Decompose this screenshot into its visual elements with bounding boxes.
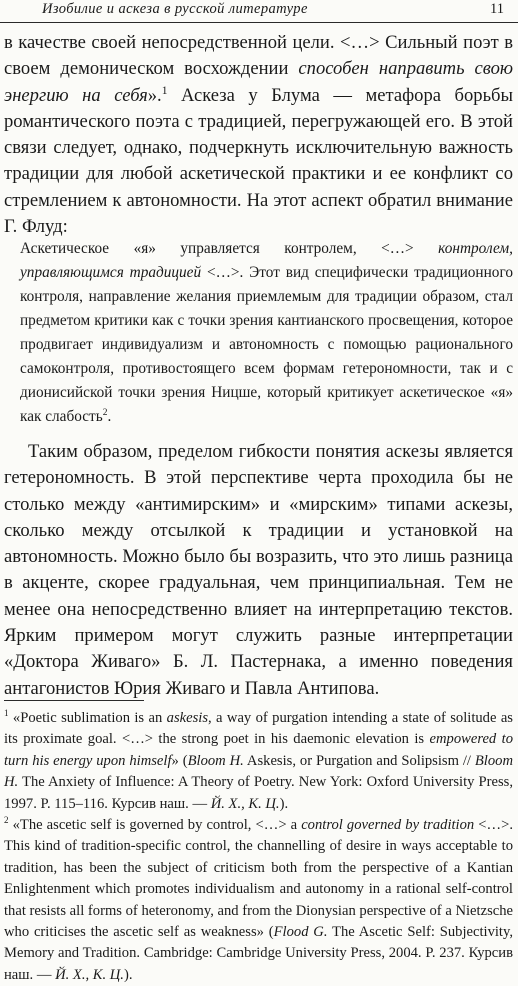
- paragraph-1-italic: способен направить свою энергию на себя: [4, 58, 513, 106]
- paragraph-2-text: Таким образом, пределом гибкости понятия аскезы является гетерономность. В этой перспективе черта проходила бы не столько между «антимирским» и «мирским» типами аскезы, сколько между отсылкой к традиции и установкой на автономность. Можно было бы возразить, что это лишь разница в акценте, скорее градуальная, чем принципиальная. Тем не менее она непосредственно влияет на интерпретацию текстов. Ярким примером могут служить разные интерпретации «Доктора Живаго» Б. Л. Пастернака, а именно поведения антагонистов Юрия Живаго и Павла Антипова.: [4, 441, 513, 699]
- footnotes: [4, 708, 513, 986]
- footnote-2-text: <…>. This kind of tradition-specific control, the channelling of desire in ways acceptable to tradition, has been the subject of criticism both from the perspective of a Kantian Enlightenment which promotes individualism and autonomy in a rational self-control that resists all forms of heteronomy, and from the Dionysian perspective of a Nietzsche who criticises the ascetic self as weakness» (: [4, 817, 513, 941]
- footnote-2-marker: 2: [4, 815, 9, 826]
- block-quote: [20, 237, 513, 429]
- running-header: [0, 0, 518, 23]
- footnote-2-text: The Ascetic Self: Subjectivity, Memory and Tradition. Cambridge: Cambridge University Press, 2004. P. 237. Курсив наш. —: [4, 924, 513, 983]
- footnote-1-italic: empowered to turn his energy upon himself: [4, 731, 513, 769]
- body-paragraph-2: [4, 439, 513, 702]
- footnote-1-author: Bloom H.: [4, 752, 513, 791]
- footnote-1-text: Askesis, or Purgation and Solipsism //: [243, 752, 475, 769]
- paragraph-1-text-a: в качестве своей непосредственной цели. <…> Сильный поэт в своем демоническом восхождении: [4, 32, 513, 80]
- footnote-ref-2[interactable]: 2: [102, 407, 108, 418]
- page-number: 11: [490, 1, 504, 17]
- running-title: Изобилие и аскеза в русской литературе: [42, 1, 308, 17]
- footnote-1-initials: Й. Х., К. Ц.: [210, 795, 280, 812]
- footnote-1-italic: askesis: [166, 710, 209, 726]
- footnote-1-text: The Anxiety of Influence: A Theory of Poetry. New York: Oxford University Press, 1997. P. 115–116. Курсив наш. —: [4, 774, 513, 812]
- footnote-2: [4, 815, 513, 986]
- quote-text-b: <…>. Этот вид специфически традиционного контроля, направление желания приемлемым для традиции образом, стал предметом критики как с точки зрения кантианского просвещения, которое продвигает индивидуализм и автономность с помощью рационального самоконтроля, противостоящего всем формам гетерономности, так и с дионисийской точки зрения Ницше, который критикует аскетическое «я» как слабость: [20, 264, 513, 425]
- footnote-1-text: ).: [279, 795, 289, 812]
- paragraph-1-text-b: ».: [147, 84, 162, 106]
- footnote-1: [4, 708, 513, 815]
- quote-italic: контролем, управляющимся традицией: [20, 240, 513, 281]
- quote-text-a: Аскетическое «я» управляется контролем, <…>: [20, 240, 439, 257]
- footnote-2-text: ).: [123, 966, 133, 983]
- footnote-1-text: «Poetic sublimation is an: [8, 710, 167, 726]
- footnote-ref-1[interactable]: 1: [161, 84, 168, 97]
- footnote-1-text: » (: [171, 752, 188, 769]
- quote-text-c: .: [107, 408, 112, 425]
- footnote-2-italic: control governed by tradition: [301, 817, 475, 834]
- body-paragraph-1: [4, 30, 513, 240]
- footnote-2-text: «The ascetic self is governed by control, <…> a: [8, 817, 302, 834]
- footnote-separator: [4, 700, 144, 701]
- footnote-1-marker: 1: [4, 708, 9, 719]
- footnote-1-author: Bloom H.: [187, 752, 244, 769]
- paragraph-1-text-c: Аскеза у Блума — метафора борьбы романтического поэта с традицией, перегружающей его. В этой связи следует, однако, подчеркнуть исключительную важность традиции для любой аскетической практики и ее конфликт со стремлением к автономности. На этот аспект обратил внимание Г. Флуд:: [4, 84, 514, 238]
- footnote-2-initials: Й. Х., К. Ц.: [55, 966, 124, 983]
- footnote-2-author: Flood G.: [273, 924, 328, 941]
- footnote-1-text: , a way of purgation intending a state of solitude as its proximate goal. <…> the strong poet in his daemonic elevation is: [4, 710, 513, 748]
